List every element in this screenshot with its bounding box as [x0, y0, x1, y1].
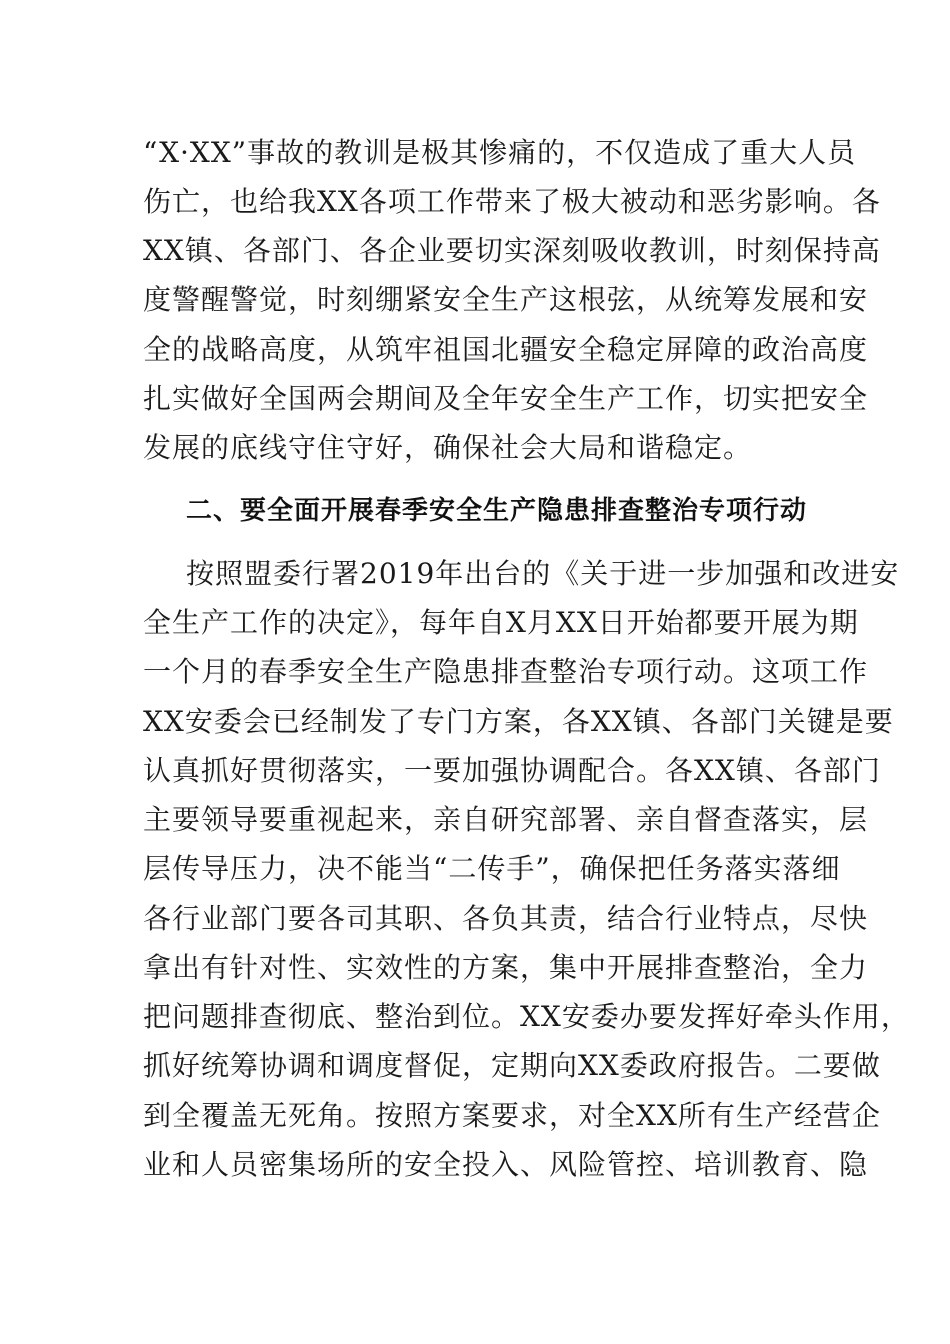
paragraph-2-line-7: 层传导压力，决不能当“二传手”，确保把任务落实落细	[143, 852, 841, 885]
paragraph-2-line-5: 认真抓好贯彻落实，一要加强协调配合。各XX镇、各部门	[143, 754, 881, 787]
paragraph-2-line-4: XX安委会已经制发了专门方案，各XX镇、各部门关键是要	[143, 705, 894, 738]
paragraph-1-line-6: 扎实做好全国两会期间及全年安全生产工作，切实把安全	[143, 382, 869, 415]
paragraph-1-line-2: 伤亡，也给我XX各项工作带来了极大被动和恶劣影响。各	[143, 185, 881, 218]
paragraph-2-line-2: 全生产工作的决定》，每年自X月XX日开始都要开展为期	[143, 606, 859, 639]
paragraph-1-line-1: “X·XX”事故的教训是极其惨痛的，不仅造成了重大人员	[143, 136, 857, 169]
paragraph-1-line-5: 全的战略高度，从筑牢祖国北疆安全稳定屏障的政治高度	[143, 333, 869, 366]
paragraph-1-line-3: XX镇、各部门、各企业要切实深刻吸收教训，时刻保持高	[143, 234, 881, 267]
section-heading-2: 二、要全面开展春季安全生产隐患排查整治专项行动	[186, 496, 808, 526]
paragraph-2-line-8: 各行业部门要各司其职、各负其责，结合行业特点，尽快	[143, 902, 869, 935]
paragraph-1-line-4: 度警醒警觉，时刻绷紧安全生产这根弦，从统筹发展和安	[143, 283, 869, 316]
paragraph-2-line-6: 主要领导要重视起来，亲自研究部署、亲自督查落实，层	[143, 803, 869, 836]
paragraph-2-line-13: 业和人员密集场所的安全投入、风险管控、培训教育、隐	[143, 1148, 869, 1181]
paragraph-2-line-11: 抓好统筹协调和调度督促，定期向XX委政府报告。二要做	[143, 1049, 881, 1082]
paragraph-2-line-12: 到全覆盖无死角。按照方案要求，对全XX所有生产经营企	[143, 1099, 881, 1132]
paragraph-2-line-9: 拿出有针对性、实效性的方案，集中开展排查整治，全力	[143, 951, 869, 984]
paragraph-2-line-3: 一个月的春季安全生产隐患排查整治专项行动。这项工作	[143, 655, 869, 688]
paragraph-1-line-7: 发展的底线守住守好，确保社会大局和谐稳定。	[143, 431, 753, 464]
paragraph-2-line-10: 把问题排查彻底、整治到位。XX安委办要发挥好牵头作用，	[143, 1000, 910, 1033]
paragraph-2-line-1: 按照盟委行署2019年出台的《关于进一步加强和改进安	[186, 557, 900, 590]
